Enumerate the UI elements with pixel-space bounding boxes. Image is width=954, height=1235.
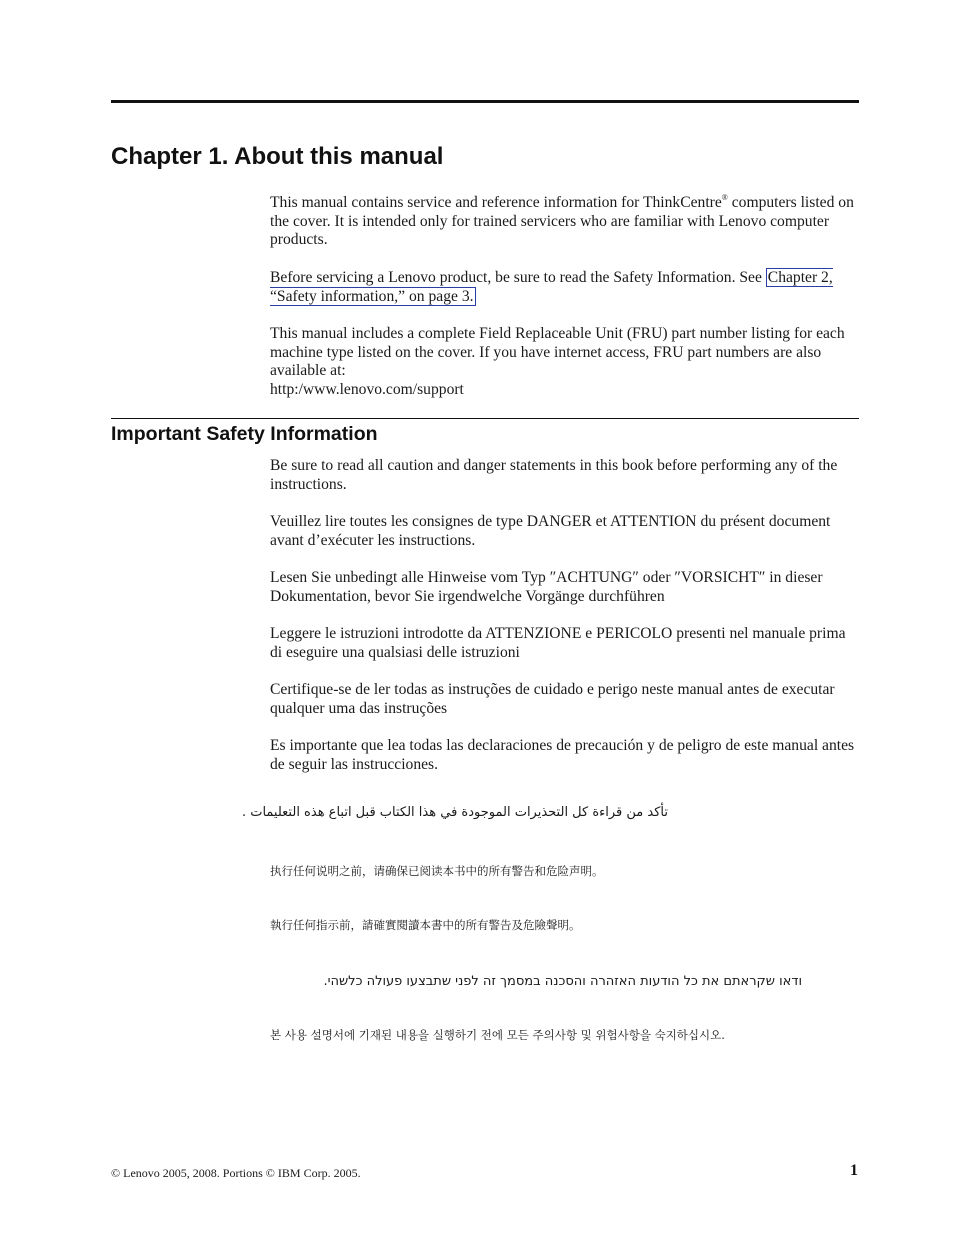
footer-copyright: © Lenovo 2005, 2008. Portions © IBM Corp. 2005. <box>111 1166 361 1180</box>
intro-paragraph-3 <box>270 325 858 399</box>
safety-hebrew: ודאו שקראתם את כל הודעות האזהרה והסכנה במסמך זה לפני שתבצעו פעולה כלשהי. <box>323 974 802 989</box>
chapter-title: Chapter 1. About this manual <box>111 143 444 170</box>
safety-pt-text: Certifique-se de ler todas as instruções de cuidado e perigo neste manual antes de executar qualquer uma das instruções <box>270 681 835 717</box>
safety-es-text: Es importante que lea todas las declaraciones de precaución y de peligro de este manual antes de seguir las instrucciones. <box>270 737 855 773</box>
safety-de-text: Lesen Sie unbedingt alle Hinweise vom Typ ″ACHTUNG″ oder ″VORSICHT″ in dieser Dokumentation, bevor Sie irgendwelche Vorgänge durchführen <box>270 569 823 605</box>
safety-italian <box>270 625 858 662</box>
registered-mark: ® <box>721 193 728 202</box>
intro-p1-text: This manual contains service and reference information for ThinkCentre <box>270 194 722 211</box>
safety-fr-text: Veuillez lire toutes les consignes de type DANGER et ATTENTION du présent document avant d’exécuter les instructions. <box>270 513 831 549</box>
safety-chapter-link[interactable]: Chapter 2, “Safety information,” on page 3. <box>270 269 833 305</box>
section-title: Important Safety Information <box>111 423 378 445</box>
safety-english <box>270 457 858 494</box>
safety-german <box>270 569 858 606</box>
chapter-top-rule <box>111 100 859 103</box>
intro-paragraph-2 <box>270 269 858 306</box>
safety-chinese-simplified: 执行任何说明之前，请确保已阅读本书中的所有警告和危险声明。 <box>270 864 604 878</box>
intro-p3-text: This manual includes a complete Field Replaceable Unit (FRU) part number listing for each machine type listed on the cover. If you have internet access, FRU part numbers are also available at: <box>270 325 845 380</box>
intro-paragraph-1 <box>270 194 858 250</box>
safety-french <box>270 513 858 550</box>
section-rule <box>111 418 859 419</box>
safety-arabic: تأكد من قراءة كل التحذيرات الموجودة في هذا الكتاب قبل اتباع هذه التعليمات . <box>241 805 668 820</box>
safety-korean: 본 사용 설명서에 기재된 내용을 실행하기 전에 모든 주의사항 및 위험사항을 숙지하십시오. <box>270 1028 725 1042</box>
safety-en-text: Be sure to read all caution and danger statements in this book before performing any of the instructions. <box>270 457 838 493</box>
safety-portuguese <box>270 681 858 718</box>
safety-spanish <box>270 737 858 774</box>
intro-p1-rest: computers listed on the cover. It is intended only for trained servicers who are familiar with Lenovo computer products. <box>270 194 854 249</box>
safety-chinese-traditional: 執行任何指示前，請確實閱讀本書中的所有警告及危險聲明。 <box>270 918 581 932</box>
support-url: http:/www.lenovo.com/support <box>270 380 464 398</box>
intro-p2-text: Before servicing a Lenovo product, be sure to read the Safety Information. See <box>270 269 766 286</box>
safety-it-text: Leggere le istruzioni introdotte da ATTENZIONE e PERICOLO presenti nel manuale prima di eseguire una qualsiasi delle istruzioni <box>270 625 846 661</box>
page-number: 1 <box>850 1162 858 1179</box>
